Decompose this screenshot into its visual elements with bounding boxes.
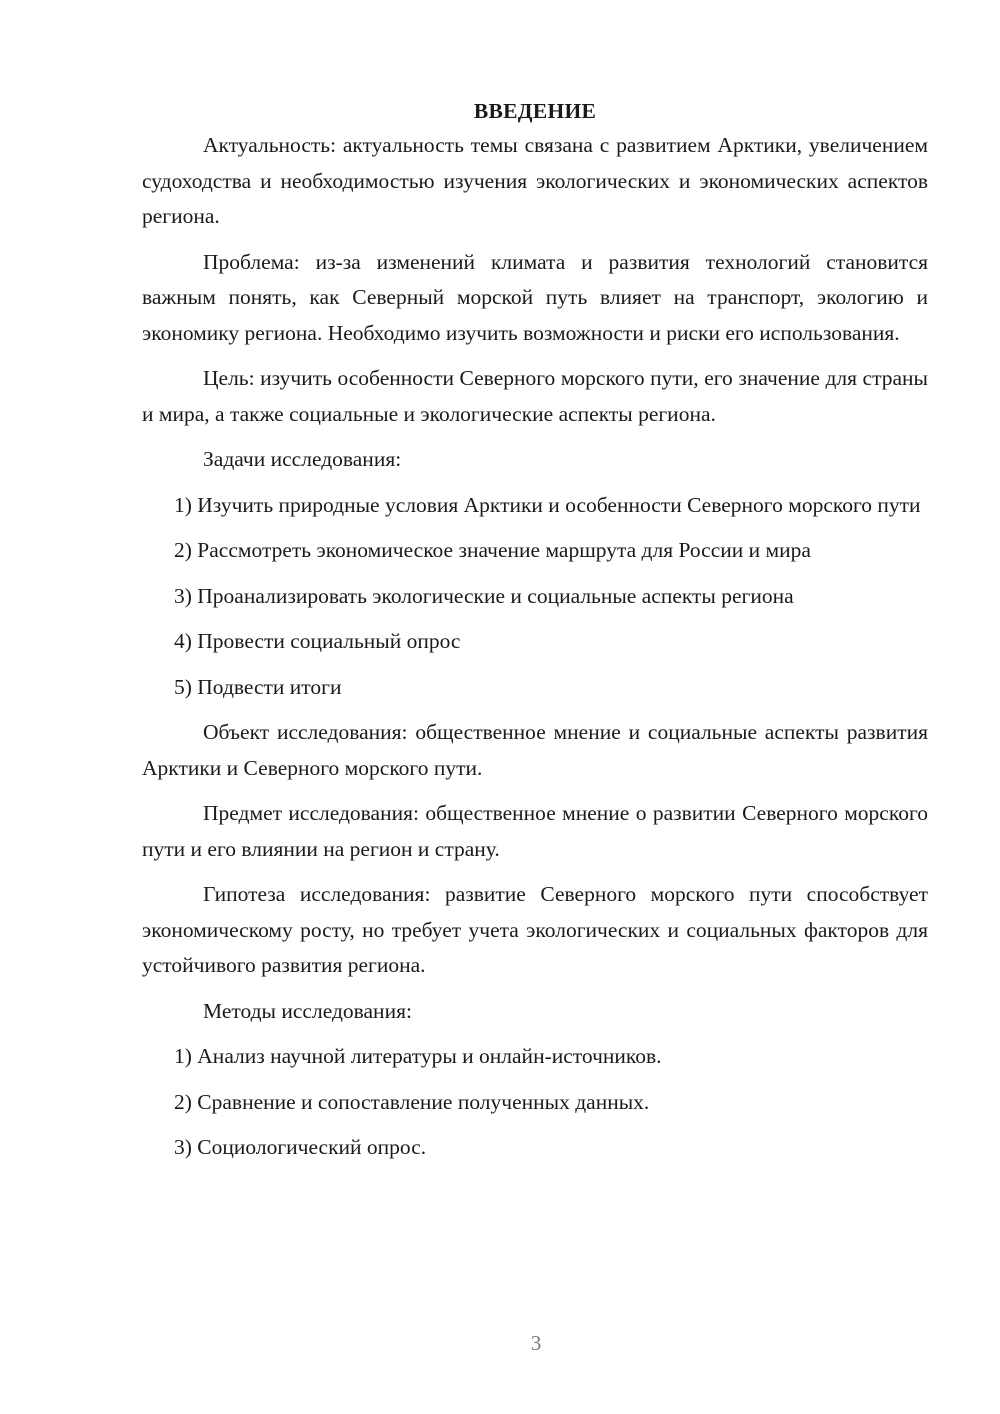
object-paragraph: Объект исследования: общественное мнение и социальные аспекты развития Арктики и Северного морского пути. (142, 720, 928, 780)
task-item-1: 1) Изучить природные условия Арктики и особенности Северного морского пути (174, 492, 921, 517)
relevance-paragraph: Актуальность: актуальность темы связана с развитием Арктики, увеличением судоходства и необходимостью изучения экологических и экономических аспектов региона. (142, 133, 928, 228)
goal-paragraph: Цель: изучить особенности Северного морского пути, его значение для страны и мира, а также социальные и экологические аспекты региона. (142, 366, 928, 426)
task-item-5: 5) Подвести итоги (174, 674, 342, 699)
problem-paragraph: Проблема: из-за изменений климата и развития технологий становится важным понять, как Северный морской путь влияет на транспорт, экологию и экономику региона. Необходимо изучить возможности и риски его использования. (142, 249, 928, 345)
method-item-1: 1) Анализ научной литературы и онлайн-источников. (174, 1044, 662, 1068)
task-item-2: 2) Рассмотреть экономическое значение маршрута для России и мира (174, 538, 811, 562)
hypothesis-paragraph: Гипотеза исследования: развитие Северного морского пути способствует экономическому росту, но требует учета экологических и социальных факторов для устойчивого развития региона. (142, 882, 928, 977)
section-title: ВВЕДЕНИЕ (473, 99, 597, 123)
methods-heading: Методы исследования: (203, 998, 412, 1023)
method-item-3: 3) Социологический опрос. (174, 1135, 427, 1159)
tasks-heading: Задачи исследования: (203, 447, 402, 471)
task-item-3: 3) Проанализировать экологические и социальные аспекты региона (174, 583, 794, 608)
document-page (142, 94, 928, 1176)
task-item-4: 4) Провести социальный опрос (174, 629, 461, 653)
subject-paragraph: Предмет исследования: общественное мнение о развитии Северного морского пути и его влиянии на регион и страну. (142, 801, 928, 861)
method-item-2: 2) Сравнение и сопоставление полученных данных. (174, 1089, 650, 1114)
page-number: 3 (530, 1331, 542, 1355)
